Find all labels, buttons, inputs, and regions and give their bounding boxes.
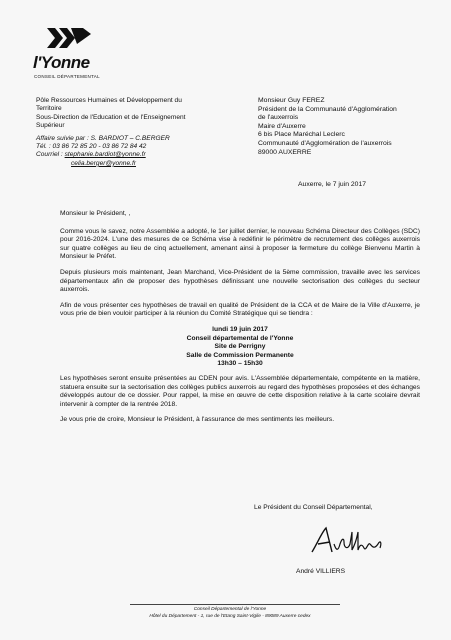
sender-affaire: Affaire suivie par : S. BARDIOT – C.BERGER — [36, 134, 170, 142]
sender-line: Supérieur — [36, 122, 65, 130]
recipient-line: 89000 AUXERRE — [258, 148, 312, 156]
letter-body — [60, 210, 420, 432]
handwritten-signature-icon — [308, 522, 388, 560]
sender-line: Sous-Direction de l'Education et de l'Enseignement — [36, 113, 186, 121]
sender-line: Pôle Ressources Humaines et Développement du — [36, 97, 182, 104]
sender-line: Territoire — [36, 105, 62, 113]
email-link-berger[interactable]: celia.berger@yonne.fr — [71, 159, 136, 167]
meeting-date: lundi 19 juin 2017 — [212, 325, 268, 333]
meeting-details — [60, 326, 420, 369]
recipient-line: de l'auxerrois — [258, 114, 299, 122]
meeting-venue: Conseil départemental de l'Yonne — [186, 334, 294, 342]
sender-block — [36, 97, 226, 168]
recipient-line: Communauté d'Agglomération de l'auxerrois — [258, 139, 392, 147]
meeting-site: Site de Perrigny — [214, 343, 266, 351]
closing: Je vous prie de croire, Monsieur le Président, à l'assurance de mes sentiments les meilleurs. — [60, 416, 335, 424]
footer — [100, 607, 360, 620]
meeting-time: 13h30 – 15h30 — [217, 360, 263, 368]
paragraph: Les hypothèses seront ensuite présentées au CDEN pour avis. L'Assemblée départementale, compétente en la matière, statuera ensuite sur la sectorisation des collèges publics auxerrois au regard des hypothèses proposées et des échanges développés autour de ce dossier. Pour rappel, la mise en œuvre de cette disposition relative à la carte scolaire devrait intervenir à compter de la rentrée 2018. — [60, 374, 420, 408]
recipient-line: Président de la Communauté d'Agglomération — [258, 105, 397, 113]
email-link-bardiot[interactable]: stephanie.bardiot@yonne.fr — [64, 151, 146, 159]
sender-courriel-label: Courriel : — [36, 151, 63, 159]
paragraph: Depuis plusieurs mois maintenant, Jean Marchand, Vice-Président de la 5ème commission, travaille avec les services départementaux afin de proposer des hypothèses définissant une nouvelle sectorisation des collèges du secteur auxerrois. — [60, 268, 420, 294]
paragraph: Comme vous le savez, notre Assemblée a adopté, le 1er juillet dernier, le nouveau Schéma Directeur des Collèges (SDC) pour 2016-2024. L'une des mesures de ce Schéma vise à redéfinir le périmètre de recrutement des collèges auxerrois sur quatre collèges au lieu de cinq actuellement, amenant ainsi à proposer la fermeture du collège Bienvenu Martin à Monsieur le Préfet. — [60, 227, 420, 261]
signature-title: Le Président du Conseil Départemental, — [254, 504, 373, 511]
sender-tel: Tél. : 03 86 72 85 20 - 03 86 72 84 42 — [36, 143, 147, 151]
recipient-line: Monsieur Guy FEREZ — [258, 97, 325, 104]
paragraph: Afin de vous présenter ces hypothèses de travail en qualité de Président de la CCA et de Maire de la Ville d'Auxerre, je vous prie de bien vouloir participer à la réunion du Comité Stratégique qui se tiendra : — [60, 301, 420, 318]
signatory-name: André VILLIERS — [296, 568, 346, 575]
meeting-room: Salle de Commission Permanente — [186, 351, 294, 359]
logo-subtitle: CONSEIL DÉPARTEMENTAL — [34, 74, 100, 79]
recipient-line: 6 bis Place Maréchal Leclerc — [258, 131, 345, 139]
recipient-block — [258, 97, 438, 157]
footer-org: Conseil Départemental de l'Yonne — [193, 607, 267, 612]
salutation: Monsieur le Président, , — [60, 210, 131, 217]
logo-name: l'Yonne — [33, 53, 90, 72]
footer-divider — [130, 604, 340, 605]
letter-date: Auxerre, le 7 juin 2017 — [298, 181, 367, 188]
footer-address: Hôtel du Département - 1, rue de l'Etang Saint-Vigile - 89089 Auxerre cedex — [149, 613, 311, 619]
recipient-line: Maire d'Auxerre — [258, 122, 306, 130]
